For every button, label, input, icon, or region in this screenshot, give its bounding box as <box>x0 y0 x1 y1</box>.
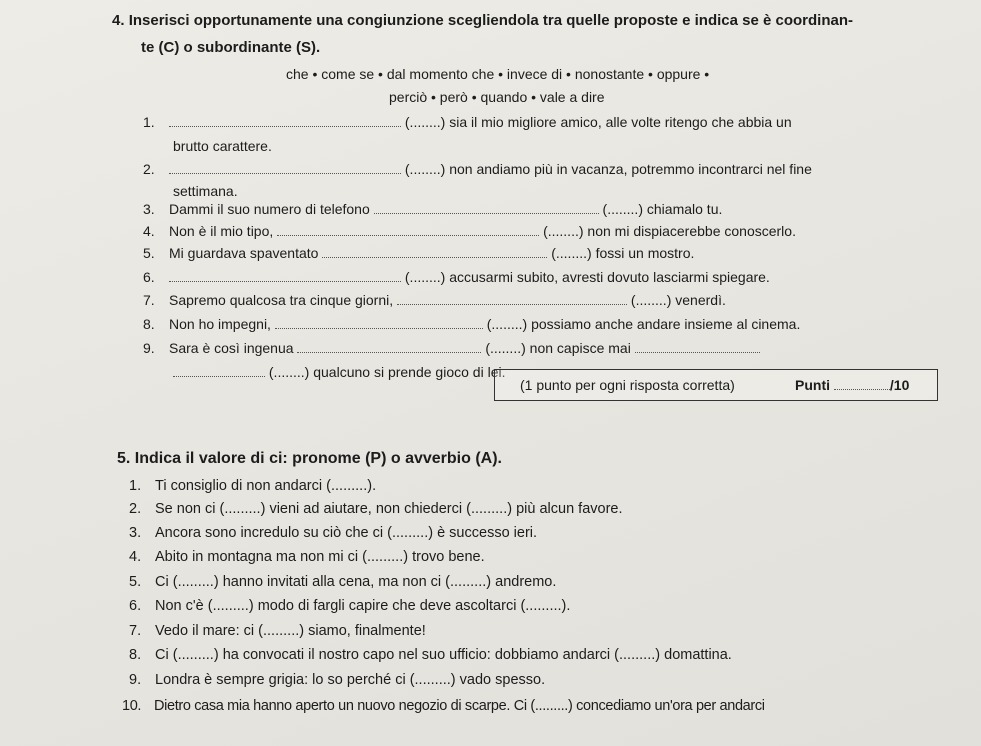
cs-blank[interactable]: (........) <box>404 161 446 177</box>
ex4-item-2-cont: settimana. <box>173 183 238 199</box>
ex5-number: 5. <box>117 450 131 467</box>
ex4-item-9-cont: (........) qualcuno si prende gioco di lei. <box>173 363 505 381</box>
ci-blank[interactable]: (.........) <box>207 598 254 614</box>
answer-blank[interactable] <box>169 160 401 174</box>
answer-blank[interactable] <box>297 339 481 353</box>
cs-blank[interactable]: (........) <box>602 201 643 217</box>
ci-blank[interactable]: (.........) <box>445 574 492 590</box>
ex4-item-6: 6. (........) accusarmi subito, avresti dovuto lasciarmi spiegare. <box>143 269 770 285</box>
ci-blank[interactable]: (.........) <box>387 525 434 541</box>
ex5-item-5: 5. Ci (.........) hanno invitati alla cena, ma non ci (.........) andremo. <box>129 574 557 590</box>
cs-blank[interactable]: (........) <box>268 364 310 380</box>
ex4-item-5: 5. Mi guardava spaventato (........) fossi un mostro. <box>143 245 695 261</box>
ex5-item-7: 7. Vedo il mare: ci (.........) siamo, finalmente! <box>129 623 426 639</box>
ex4-item-1: 1. (........) sia il mio migliore amico, alle volte ritengo che abbia un <box>143 114 792 130</box>
cs-blank[interactable]: (........) <box>551 245 592 261</box>
ex5-heading: 5. Indica il valore di ci: pronome (P) o avverbio (A). <box>117 450 502 467</box>
ex4-heading-line2: te (C) o subordinante (S). <box>141 39 321 56</box>
ex5-item-2: 2. Se non ci (.........) vieni ad aiutare, non chiederci (.........) più alcun favore. <box>129 501 623 517</box>
ex4-item-2: 2. (........) non andiamo più in vacanza, potremmo incontrarci nel fine <box>143 161 812 177</box>
cs-blank[interactable]: (........) <box>485 340 526 356</box>
ci-blank[interactable]: (.........) <box>258 623 305 639</box>
ex4-item-9: 9. Sara è così ingenua (........) non capisce mai <box>143 339 760 357</box>
answer-blank[interactable] <box>397 291 627 305</box>
ex4-options-line2: perciò • però • quando • vale a dire <box>389 89 605 105</box>
ex4-options-line1: che • come se • dal momento che • invece di • nonostante • oppure • <box>286 66 710 82</box>
ex5-item-4: 4. Abito in montagna ma non mi ci (.........) trovo bene. <box>129 549 485 565</box>
answer-blank[interactable] <box>169 268 401 282</box>
ci-blank[interactable]: (.........) <box>409 672 456 688</box>
answer-blank[interactable] <box>322 244 547 258</box>
ci-blank[interactable]: (.........) <box>172 574 219 590</box>
ex4-item-4: 4. Non è il mio tipo, (........) non mi dispiacerebbe conoscerlo. <box>143 223 796 239</box>
ex4-item-1-cont: brutto carattere. <box>173 138 272 154</box>
ex4-item-8: 8. Non ho impegni, (........) possiamo anche andare insieme al cinema. <box>143 316 801 332</box>
answer-blank[interactable] <box>173 363 265 377</box>
answer-blank[interactable] <box>275 315 483 329</box>
cs-blank[interactable]: (........) <box>404 269 446 285</box>
ex5-item-10: 10. Dietro casa mia hanno aperto un nuovo negozio di scarpe. Ci (.........) concediamo un'ora per andarci <box>122 698 765 714</box>
answer-blank[interactable] <box>374 200 599 214</box>
cs-blank[interactable]: (........) <box>486 316 528 332</box>
ex5-item-1: 1. Ti consiglio di non andarci (.........). <box>129 478 377 494</box>
ci-blank[interactable]: (.........) <box>219 501 266 517</box>
ci-blank[interactable]: (.........) <box>362 549 409 565</box>
ci-blank[interactable]: (.........) <box>172 647 219 663</box>
cs-blank[interactable]: (........) <box>630 292 672 308</box>
ci-blank[interactable]: (.........) <box>614 647 661 663</box>
ex5-item-9: 9. Londra è sempre grigia: lo so perché ci (.........) vado spesso. <box>129 672 546 688</box>
answer-blank[interactable] <box>635 339 760 353</box>
ex4-item-7: 7. Sapremo qualcosa tra cinque giorni, (........) venerdì. <box>143 292 726 308</box>
score-label: Punti /10 <box>795 377 910 393</box>
ex4-heading-line1: 4. Inserisci opportunamente una congiunzione scegliendola tra quelle proposte e indica se è coordinan- <box>112 12 853 29</box>
ex4-item-3: 3. Dammi il suo numero di telefono (........) chiamalo tu. <box>143 201 723 217</box>
score-blank[interactable] <box>834 376 890 390</box>
cs-blank[interactable]: (........) <box>404 114 446 130</box>
ex5-item-6: 6. Non c'è (.........) modo di fargli capire che deve ascoltarci (.........). <box>129 598 571 614</box>
score-total: /10 <box>889 377 910 393</box>
score-box <box>494 369 938 401</box>
ci-blank[interactable]: (.........) <box>520 598 567 614</box>
ci-blank[interactable]: (.........) <box>530 698 573 714</box>
ex5-item-8: 8. Ci (.........) ha convocati il nostro capo nel suo ufficio: dobbiamo andarci (.........) domattina. <box>129 647 732 663</box>
cs-blank[interactable]: (........) <box>543 223 584 239</box>
answer-blank[interactable] <box>277 222 539 236</box>
score-note: (1 punto per ogni risposta corretta) <box>520 377 735 393</box>
ci-blank[interactable]: (.........) <box>326 478 373 494</box>
ex4-number: 4. <box>112 12 125 29</box>
ci-blank[interactable]: (.........) <box>466 501 513 517</box>
answer-blank[interactable] <box>169 113 401 127</box>
ex5-item-3: 3. Ancora sono incredulo su ciò che ci (.........) è successo ieri. <box>129 525 538 541</box>
